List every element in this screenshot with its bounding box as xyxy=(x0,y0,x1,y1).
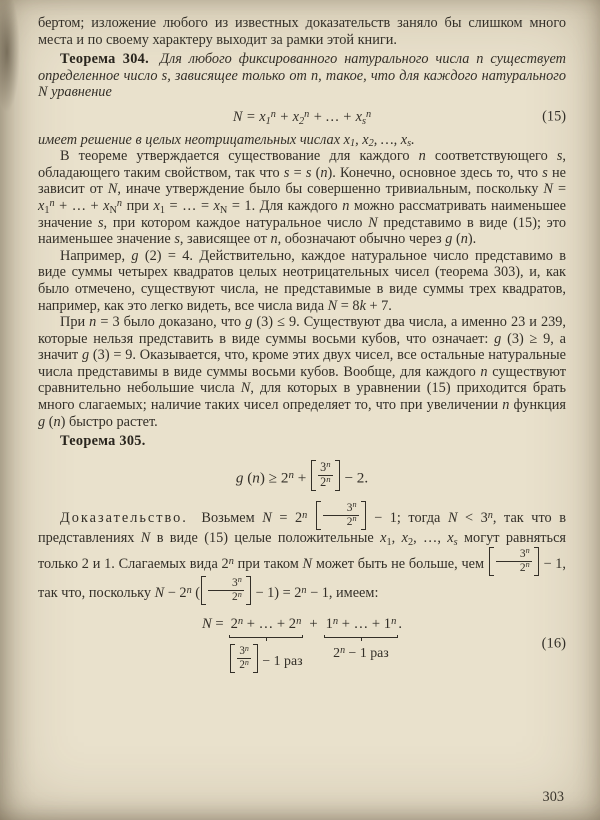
theorem-305 xyxy=(38,433,566,450)
eq16-terms-1n: $1^n$ + … + $1^n$ xyxy=(325,615,397,633)
equation-g-lower-bound-formula: g $(n) \ge 2^n$ + 3$^n$ 2$^n$ − 2. xyxy=(235,459,369,489)
paragraph-g2-example: Например, g (2) = 4. Действительно, каждое натуральное число представимо в виде суммы четырех квадратов целых неотрицательных чисел (теорема 303), и, как было отмечено, существуют числа, не представимые в виде суммы трех квадратов, например, как это легко видеть, все числа вида N = 8k + 7. xyxy=(38,247,567,314)
theorem-304-tail-text: имеет решение в целых неотрицательных числах $x_1$, $x_2$, …, $x_s$. xyxy=(38,131,415,150)
theorem-304-text: Для любого фиксированного натурального числа n существует определенное число s, зависящее только от n, такое, что для каждого натурального N уравнение xyxy=(38,51,566,101)
theorem-304 xyxy=(38,51,566,101)
eq16-label-1n: $2^n - 1$ раз xyxy=(333,645,389,662)
page-number: 303 xyxy=(542,789,564,806)
eq16-period: . xyxy=(398,616,402,633)
underbrace-icon xyxy=(229,635,304,638)
equation-15-formula: $N = x_1^n + x_2^n$ + … + $x_s^n$ xyxy=(232,108,372,127)
theorem-304-label: Теорема 304. xyxy=(60,51,149,68)
paragraph-continuation: бертом; изложение любого из известных доказательств заняло бы слишком много места и по своему характеру выходит за рамки этой книги. xyxy=(38,15,566,48)
eq16-group-2n xyxy=(229,615,304,673)
proof-label: Доказательство. xyxy=(60,510,188,527)
theorem-305-label: Теорема 305. xyxy=(60,433,146,450)
equation-16 xyxy=(38,615,566,673)
eq16-plus-sign: + xyxy=(309,616,318,633)
equation-15-number: (15) xyxy=(542,108,566,125)
equation-16-number: (16) xyxy=(541,635,566,652)
eq16-lhs: N = xyxy=(201,616,224,633)
paragraph-s-of-n: В теореме утверждается существование для каждого n соответствующего s, обладающего таким свойством, так что s = s (n). Конечно, основное здесь то, что s не зависит от N, иначе утверждение было бы совершенно тривиальным, поскольку $N = x_1^n$ + … + $x_N^n$ при $x_1$ = … = $x_N = 1$. Для каждого n можно рассматривать наименьшее значение s, при котором каждое натуральное число N представимо в виде (15); это наименьшее значение s, зависящее от n, обозначают обычно через g (n). xyxy=(38,148,567,248)
proof-text: Возьмем $N = 2^n$ 3$^n$ 2$^n$ − 1; тогда $N < 3^n$, так что в представлениях N в виде (15) целые положительные $x_1$, $x_2$, …, $x_s$ могут равняться только 2 и 1. Слагаемых вида 2$^n$ при таком N может быть не больше, чем 3$^n$ 2$^n$ − 1, так что, поскольку $N - 2^n$ ( 3$^n$ 2$^n$ − $1) = 2^n - 1$, имеем: xyxy=(38,510,566,601)
paragraph-g3-discussion: При n = 3 было доказано, что g (3) ≤ 9. Существуют два числа, а именно 23 и 239, которые нельзя представить в виде суммы восьми кубов, что означает: g (3) ≥ 9, а значит g (3) = 9. Оказывается, что, кроме этих двух чисел, все остальные натуральные числа представимы в виде суммы восьми кубов. Вообще, для каждого n существуют сравнительно небольшие числа N, для которых в уравнении (15) приходится брать много слагаемых; наличие таких чисел определяет то, что при увеличении n функция g (n) быстро растет. xyxy=(38,314,566,430)
theorem-304-tail xyxy=(38,132,566,149)
eq16-terms-2n: $2^n$ + … + $2^n$ xyxy=(230,615,302,633)
proof-paragraph xyxy=(38,501,566,605)
eq16-group-1n xyxy=(324,615,399,663)
scan-stain xyxy=(0,0,20,112)
equation-g-lower-bound xyxy=(38,460,566,491)
equation-15 xyxy=(38,109,566,126)
underbrace-icon xyxy=(324,635,399,638)
eq16-label-2n: 3$^n$ 2$^n$ − 1 раз xyxy=(229,644,302,673)
equation-16-formula xyxy=(202,615,402,673)
